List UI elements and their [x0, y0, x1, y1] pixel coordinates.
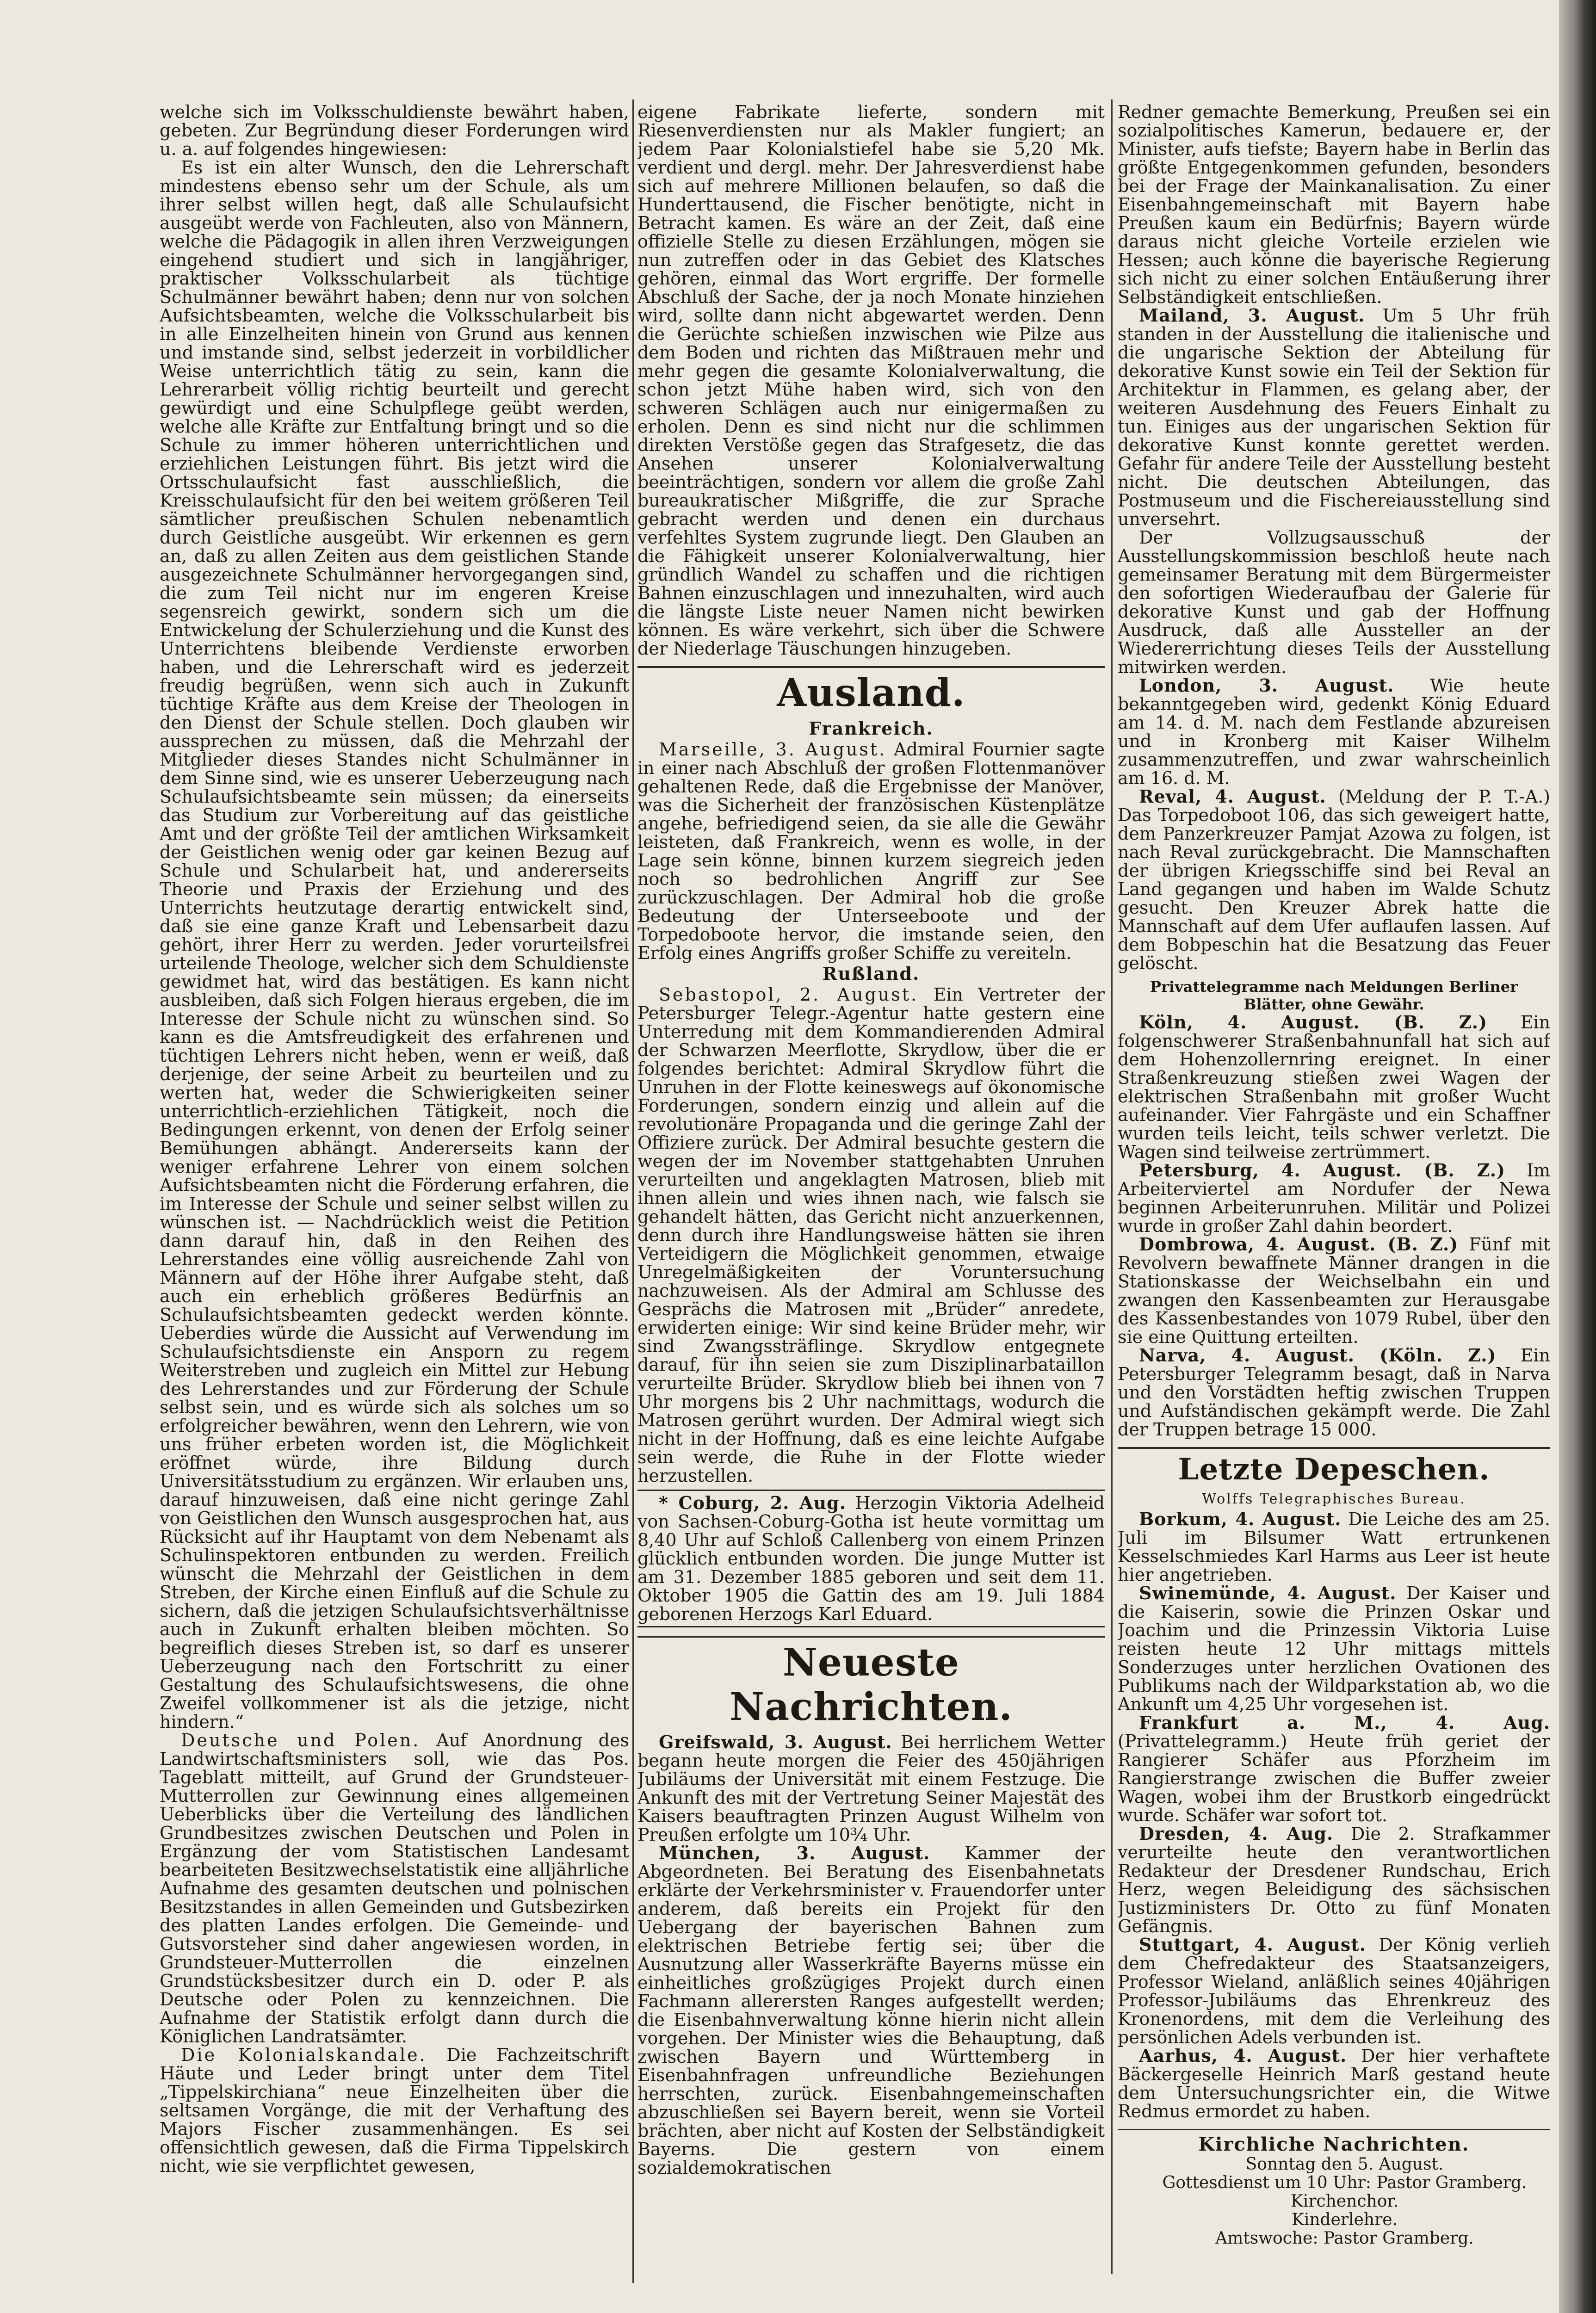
dateline: Sebastopol, 2. August. — [659, 984, 919, 1005]
news-item — [637, 1494, 1105, 1623]
news-item — [637, 740, 1105, 962]
book-binding-edge — [1559, 0, 1596, 2313]
section-title-neueste: Neueste Nachrichten. — [637, 1636, 1105, 1729]
dateline: München, 3. August. — [659, 1843, 930, 1863]
news-text: Um 5 Uhr früh standen in der Ausstellung die italienische und die ungarische Sektion der Abteilung für dekorative Kunst sowie ein Teil der Sektion für Architektur in Flammen, es gelang aber, der weiteren Ausdehnung des Feuers Einhalt zu tun. Einiges aus der ungarischen Sektion für dekorative Kunst konnte gerettet werden. Gefahr für andere Teile der Ausstellung besteht nicht. Die deutschen Abteilungen, das Postmuseum und die Fischereiausstellung sind unversehrt. — [1118, 305, 1550, 529]
column-rule-1 — [632, 99, 634, 2283]
dateline: Greifswald, 3. August. — [659, 1732, 892, 1752]
column-right — [1118, 103, 1550, 2274]
column-rule-2 — [1111, 99, 1113, 2274]
dateline: Frankfurt a. M., 4. Aug. — [1139, 1712, 1550, 1733]
article-paragraph: welche sich im Volksschuldienste bewährt haben, gebeten. Zur Begründung dieser Forderungen wird u. a. auf folgendes hingewiesen: — [160, 103, 629, 159]
article-heading: Deutsche und Polen. — [181, 1730, 421, 1750]
subsection-russland: Rußland. — [822, 963, 920, 984]
news-item — [1118, 1824, 1550, 1936]
news-item — [637, 1733, 1105, 1844]
news-text: Ein Petersburger Telegramm besagt, daß in Narva und den Vorstädten heftig zwischen Truppen und Aufständischen gekämpft werde. Die Zahl der Truppen betrage 15 000. — [1118, 1345, 1550, 1440]
dateline: Köln, 4. August. (B. Z.) — [1139, 1012, 1487, 1033]
news-text: Admiral Fournier sagte in einer nach Abschluß der großen Flottenmanöver gehaltenen Rede, daß die Ergebnisse der Manöver, was die Sicherheit der französischen Küstenplätze angehe, befriedigend seien, da sie alle die Gewähr leisteten, daß Frankreich, wenn es wolle, in der Lage sein könne, binnen kurzem siegreich jeden noch so bedrohlichen Angriff zur See zurückzuschlagen. Der Admiral hob die große Bedeutung der Unterseeboote und der Torpedoboote hervor, die imstande seien, den Erfolg eines Angriffs großer Schiffe zu vereiteln. — [637, 739, 1105, 963]
news-item — [1118, 787, 1550, 972]
news-text: Der König verlieh dem Chefredakteur des Staatsanzeigers, Professor Wieland, anläßlich seines 40jährigen Professor-Jubiläums das Ehrenkreuz des Kronenordens, mit dem die Verleihung des persönlichen Adels verbunden ist. — [1118, 1935, 1550, 2047]
news-text: Wie heute bekanntgegeben wird, gedenkt König Eduard am 14. d. M. nach dem Festlande abzureisen und in Kronberg mit Kaiser Wilhelm zusammenzutreffen, und zwar wahrscheinlich am 16. d. M. — [1118, 675, 1550, 788]
news-item — [1118, 1161, 1550, 1235]
dateline: London, 3. August. — [1139, 675, 1394, 696]
section-title-letzte: Letzte Depeschen. — [1118, 1447, 1550, 1488]
news-item — [637, 985, 1105, 1485]
section-title-ausland: Ausland. — [637, 666, 1105, 715]
church-line: Amtswoche: Pastor Gramberg. — [1215, 2229, 1474, 2248]
article-paragraph: Redner gemachte Bemerkung, Preußen sei ein sozialpolitisches Kamerun, bedauere er, der Minister, aufs tiefste; Bayern habe in Berlin das größte Entgegenkommen gefunden, besonders bei der Frage der Mainkanalisation. Zu einer Eisenbahngemeinschaft mit Bayern habe Preußen kaum ein Bedürfnis; Bayern würde daraus nicht gleiche Vorteile erzielen wie Hessen; auch könne die bayerische Regierung sich nicht zu einer solchen Entäußerung ihrer Selbständigkeit entschließen. — [1118, 103, 1550, 307]
dateline: Reval, 4. August. — [1139, 786, 1326, 807]
dateline: Petersburg, 4. August. (B. Z.) — [1139, 1160, 1505, 1181]
news-text: (Privattelegramm.) Heute früh geriet der Rangierer Schäfer aus Pforzheim im Rangierstrange zwischen die Buffer zweier Wagen, wobei ihm der Brustkorb eingedrückt wurde. Schäfer war sofort tot. — [1118, 1731, 1550, 1825]
news-text: Ein Vertreter der Petersburger Telegr.-Agentur hatte gestern eine Unterredung mit dem Kommandierenden Admiral der Schwarzen Meerflotte, Skrydlow, über die er folgendes berichtet: Admiral Skrydlow führt die Unruhen in der Flotte keineswegs auf ökonomische Forderungen, sondern einzig und allein auf die revolutionäre Propaganda und die geringe Zahl der Offiziere zurück. Der Admiral besuchte gestern die wegen der im November stattgehabten Unruhen verurteilten und angeklagten Matrosen, blieb mit ihnen allein und wies ihnen nach, wie falsch sie gehandelt hätten, das Gericht nicht anzuerkennen, denn durch ihre Handlungsweise hätten sie ihren Verteidigern die Möglichkeit genommen, etwaige Unregelmäßigkeiten der Voruntersuchung nachzuweisen. Als der Admiral am Schlusse des Gesprächs die Matrosen mit „Brüder“ anredete, erwiderten einige: Wir sind keine Brüder mehr, wir sind Zwangssträflinge. Skrydlow entgegnete darauf, für ihn seien sie zum Disziplinarbataillon verurteilte Brüder. Skrydlow blieb bei ihnen von 7 Uhr morgens bis 2 Uhr nachmittags, wodurch die Matrosen gerührt wurden. Der Admiral wiegt sich nicht in der Hoffnung, daß es eine leichte Aufgabe sein werde, die Ruhe in der Flotte wieder herzustellen. — [637, 984, 1105, 1486]
news-item — [1118, 2047, 1550, 2121]
news-item — [1118, 1346, 1550, 1439]
dateline: Aarhus, 4. August. — [1139, 2045, 1347, 2066]
news-item — [1118, 1713, 1550, 1824]
news-text: Der Kaiser und die Kaiserin, sowie die Prinzen Oskar und Joachim und die Prinzessin Viktoria Luise reisten heute 12 Uhr mittags mittels Sonderzuges unter herzlichen Ovationen des Publikums nach der Wildparkstation ab, wo die Ankunft um 4,25 Uhr vorgesehen ist. — [1118, 1583, 1550, 1714]
news-item — [1118, 1235, 1550, 1346]
article-paragraph — [160, 1731, 629, 2046]
church-line: Kirchenchor. — [1290, 2192, 1399, 2211]
news-text: Im Arbeiterviertel am Nordufer der Newa beginnen Arbeiterunruhen. Militär und Polizei wurde in großer Zahl dahin beordert. — [1118, 1160, 1550, 1236]
column-left — [160, 103, 629, 2274]
church-news-title: Kirchliche Nachrichten. — [1118, 2129, 1550, 2155]
news-item — [1118, 1936, 1550, 2047]
news-text: Herzogin Viktoria Adelheid von Sachsen-Coburg-Gotha ist heute vormittag um 8,40 Uhr auf Schloß Callenberg von einem Prinzen glücklich entbunden worden. Die junge Mutter ist am 31. Dezember 1885 geboren und seit dem 11. Oktober 1905 die Gattin des am 19. Juli 1884 geborenen Herzogs Karl Eduard. — [637, 1493, 1105, 1624]
news-text: Fünf mit Revolvern bewaffnete Männer drangen in die Stationskasse der Weichselbahn ein und zwangen den Kassenbeamten zur Herausgabe des Kassenbestandes von 1079 Rubel, über den sie eine Quittung erteilten. — [1118, 1234, 1550, 1347]
news-text: Der hier verhaftete Bäckergeselle Heinrich Marß gestand heute dem Untersuchungsrichter ein, die Witwe Redmus ermordet zu haben. — [1118, 2046, 1550, 2121]
dateline: Marseille, 3. August. — [659, 739, 887, 760]
private-telegram-note: Privattelegramme nach Meldungen Berliner Blätter, ohne Gewähr. — [1150, 978, 1518, 1013]
news-item — [1118, 306, 1550, 528]
article-heading: Die Kolonialskandale. — [181, 2045, 427, 2065]
dateline: Dresden, 4. Aug. — [1139, 1823, 1334, 1844]
news-text: Die 2. Strafkammer verurteilte heute den verantwortlichen Redakteur der Dresdener Rundschau, Erich Herz, wegen Beleidigung des sächsischen Justizministers Dr. Otto zu fünf Monaten Gefängnis. — [1118, 1824, 1550, 1936]
dateline: Dombrowa, 4. August. (B. Z.) — [1139, 1234, 1459, 1255]
column-middle — [637, 103, 1105, 2274]
news-text: Bei herrlichem Wetter begann heute morgen die Feier des 450jährigen Jubiläums der Universität mit einem Festzuge. Die Ankunft des mit der Vertretung Seiner Majestät des Kaisers beauftragten Prinzen August Wilhelm von Preußen erfolgte um 10¾ Uhr. — [637, 1732, 1105, 1845]
church-line: Kinderlehre. — [1291, 2210, 1398, 2229]
dateline: * Coburg, 2. Aug. — [659, 1492, 846, 1513]
dateline: Stuttgart, 4. August. — [1139, 1934, 1367, 1955]
subsection-frankreich: Frankreich. — [809, 718, 934, 739]
boxed-notice — [637, 1490, 1105, 1627]
news-item: Der Vollzugsausschuß der Ausstellungskommission beschloß heute nach gemeinsamer Beratung mit dem Bürgermeister den sofortigen Wiederaufbau der Galerie für dekorative Kunst und gab der Hoffnung Ausdruck, daß alle Aussteller an der Wiedererrichtung dieses Teils der Ausstellung mitwirken werden. — [1118, 527, 1550, 677]
news-item — [1118, 676, 1550, 787]
article-text: Auf Anordnung des Landwirtschaftsministers soll, wie das Pos. Tageblatt mitteilt, auf Grund der Grundsteuer-Mutterrollen zur Gewinnung eines allgemeinen Ueberblicks über die Verteilung des ländlichen Grundbesitzes zwischen Deutschen und Polen in Ergänzung der vom Statistischen Landesamt bearbeiteten Besitzwechselstatistik eine alljährliche Aufnahme des gesamten deutschen und polnischen Besitzstandes in allen Gemeinden und Gutsbezirken des platten Landes erfolgen. Die Gemeinde- und Gutsvorsteher sind daher angewiesen worden, in Grundsteuer-Mutterrollen die einzelnen Grundstücksbesitzer durch ein D. oder P. als Deutsche oder Polen zu kennzeichnen. Die Aufnahme der Statistik erfolgt dann durch die Königlichen Landratsämter. — [160, 1730, 629, 2047]
news-text: Die Leiche des am 25. Juli im Bilsumer Watt ertrunkenen Kesselschmiedes Karl Harms aus Leer ist heute hier angetrieben. — [1118, 1509, 1550, 1585]
church-line: Sonntag den 5. August. — [1245, 2155, 1444, 2174]
wolff-bureau-note: Wolffs Telegraphisches Bureau. — [1202, 1491, 1466, 1507]
article-paragraph — [160, 2046, 629, 2175]
news-item — [1118, 1584, 1550, 1713]
dateline: Mailand, 3. August. — [1139, 305, 1365, 326]
news-text: Kammer der Abgeordneten. Bei Beratung des Eisenbahnetats erklärte der Verkehrsminister v. Frauendorfer unter anderem, daß bereits ein Projekt für den Uebergang der bayerischen Bahnen zum elektrischen Betriebe fertig sei; über die Ausnutzung aller Wasserkräfte Bayerns müsse ein einheitliches großzügiges Projekt durch einen Fachmann allerersten Ranges aufgestellt werden; die Eisenbahnverwaltung könne hierin nicht allein vorgehen. Der Minister wies die Behauptung, daß zwischen Bayern und Württemberg in Eisenbahnfragen unfreundliche Beziehungen herrschten, zurück. Eisenbahngemeinschaften abzuschließen sei Bayern bereit, wenn sie Vorteil brächten, aber nicht auf Kosten der Selbständigkeit Bayerns. Die gestern von einem sozialdemokratischen — [637, 1843, 1105, 2178]
dateline: Borkum, 4. August. — [1139, 1509, 1342, 1529]
dateline: Swinemünde, 4. August. — [1139, 1583, 1397, 1603]
dateline: Narva, 4. August. (Köln. Z.) — [1139, 1345, 1497, 1366]
article-paragraph: eigene Fabrikate lieferte, sondern mit Riesenverdiensten nur als Makler fungiert; an jedem Paar Kolonialstiefel habe sie 5,20 Mk. verdient und dergl. mehr. Der Jahresverdienst habe sich auf mehrere Millionen belaufen, so daß die Hunderttausend, die Fischer benötigte, nicht in Betracht kamen. Es wäre an der Zeit, daß eine offizielle Stelle zu diesen Erzählungen, mögen sie nun zutreffen oder in das Gebiet des Klatsches gehören, einmal das Wort ergriffe. Der formelle Abschluß der Sache, der ja noch Monate hinziehen wird, sollte dann nicht abgewartet werden. Denn die Gerüchte schießen inzwischen wie Pilze aus dem Boden und richten das Mißtrauen mehr und mehr gegen die gesamte Kolonialverwaltung, die schon jetzt Mühe haben wird, sich von den schweren Schlägen auch nur einigermaßen zu erholen. Denn es sind nicht nur die schlimmen direkten Verstöße gegen das Strafgesetz, die das Ansehen unserer Kolonialverwaltung beeinträchtigen, sondern vor allem die große Zahl bureaukratischer Mißgriffe, die zur Sprache gebracht werden und denen ein durchaus verfehltes System zugrunde liegt. Den Glauben an die Fähigkeit unserer Kolonialverwaltung, hier gründlich Wandel zu schaffen und die richtigen Bahnen einzuschlagen und innezuhalten, wird auch die längste Liste neuer Namen nicht bewirken können. Es wäre verkehrt, sich über die Schwere der Niederlage Täuschungen hinzugeben. — [637, 103, 1105, 659]
news-text: Ein folgenschwerer Straßenbahnunfall hat sich auf dem Hohenzollernring ereignet. In einer Straßenkreuzung stießen zwei Wagen der elektrischen Straßenbahn mit großer Wucht aufeinander. Vier Fahrgäste und ein Schaffner wurden teils leicht, teils schwer verletzt. Die Wagen sind teilweise zertrümmert. — [1118, 1012, 1550, 1162]
news-text: (Meldung der P. T.-A.) Das Torpedoboot 106, das sich geweigert hatte, dem Panzerkreuzer Pamjat Azowa zu folgen, ist nach Reval zurückgebracht. Die Mannschaften der übrigen Kriegsschiffe sind bei Reval an Land gegangen und haben im Walde Schutz gesucht. Den Kreuzer Abrek hatte die Mannschaft auf dem Ufer auflaufen lassen. Auf dem Bobpeschin hat die Besatzung das Feuer gelöscht. — [1118, 786, 1550, 973]
news-item — [1118, 1510, 1550, 1584]
article-paragraph: Es ist ein alter Wunsch, den die Lehrerschaft mindestens ebenso sehr um der Schule, als um ihrer selbst willen hegt, daß alle Schulaufsicht ausgeübt werde von Fachleuten, also von Männern, welche die Pädagogik in allen ihren Verzweigungen eingehend studiert und sich in langjähriger, praktischer Volksschularbeit als tüchtige Schulmänner bewährt haben; denn nur von solchen Aufsichtsbeamten, welche die Volksschularbeit bis in alle Einzelheiten hinein von Grund aus kennen und imstande sind, selbst jederzeit in vorbildlicher Weise unterrichtlich tätig zu sein, kann die Lehrerarbeit völlig richtig beurteilt und gerecht gewürdigt und eine Schulpflege geübt werden, welche alle Kräfte zur Entfaltung bringt und so die Schule zu immer höheren unterrichtlichen und erziehlichen Leistungen führt. Bis jetzt wird die Ortsschulaufsicht fast ausschließlich, die Kreisschulaufsicht für den bei weitem größeren Teil sämtlicher preußischen Schulen nebenamtlich durch Geistliche ausgeübt. Wir erkennen es gern an, daß zu allen Zeiten aus dem geistlichen Stande ausgezeichnete Schulmänner hervorgegangen sind, die zum Teil nicht nur im engeren Kreise segensreich gewirkt, sondern sich um die Entwickelung der Schulerziehung und die Kunst des Unterrichtens bleibende Verdienste erworben haben, und die Lehrerschaft wird es jederzeit freudig begrüßen, wenn sich auch in Zukunft tüchtige Kräfte aus dem Kreise der Theologen in den Dienst der Schule stellen. Doch glauben wir aussprechen zu müssen, daß die Mehrzahl der Mitglieder dieses Standes nicht Schulmänner in dem Sinne sind, wie es unserer Ueberzeugung nach Schulaufsichtsbeamte sein müssen; da einerseits das Studium zur Vorbereitung auf das geistliche Amt und der größte Teil der amtlichen Wirksamkeit der Geistlichen wenig oder gar keinen Bezug auf Schule und Schularbeit hat, und andererseits Theorie und Praxis der Erziehung und des Unterrichts heutzutage derartig entwickelt sind, daß sie eine ganze Kraft und Lebensarbeit dazu gehört, ihrer Herr zu werden. Jeder vorurteilsfrei urteilende Theologe, welcher sich dem Schuldienste gewidmet hat, wird das bestätigen. Es kann nicht ausbleiben, daß sich Folgen hieraus ergeben, die im Interesse der Schule nicht zu wünschen sind. So kann es die Amtsfreudigkeit des erfahrenen und tüchtigen Lehrers nicht heben, wenn er weiß, daß derjenige, der seine Arbeit zu beurteilen und zu werten hat, weder die Schwierigkeiten seiner unterrichtlich-erziehlichen Tätigkeit, noch die Bedingungen erkennt, von denen der Erfolg seiner Bemühungen abhängt. Andererseits kann der weniger erfahrene Lehrer von einem solchen Aufsichtsbeamten nicht die Förderung erfahren, die im Interesse der Schule und seiner selbst willen zu wünschen ist. — Nachdrücklich weist die Petition dann darauf hin, daß in den Reihen des Lehrerstandes eine völlig ausreichende Zahl von Männern auf der Höhe ihrer Aufgabe steht, daß auch ein erheblich größeres Bedürfnis an Schulaufsichtsbeamten gedeckt werden könnte. Ueberdies würde die Aussicht auf Verwendung im Schulaufsichtsdienste ein Ansporn zu regem Weiterstreben und zugleich ein Mittel zur Hebung des Lehrerstandes und zur Förderung der Schule selbst sein, und es würde sich als solches um so erfolgreicher bewähren, wenn den Lehrern, wie von uns früher erbeten worden ist, die Möglichkeit eröffnet würde, ihre Bildung durch Universitätsstudium zu ergänzen. Wir erlauben uns, darauf hinzuweisen, daß eine nicht geringe Zahl von Geistlichen den Wunsch ausgesprochen hat, aus Rücksicht auf ihr Hauptamt von dem Nebenamt als Schulinspektoren entbunden zu werden. Freilich wünscht die Mehrzahl der Geistlichen in dem Streben, der Kirche einen Einfluß auf die Schule zu sichern, daß die jetzigen Schulaufsichtsverhältnisse auch in Zukunft erhalten bleiben möchten. So begreiflich dieses Streben ist, so darf es unserer Ueberzeugung nach den Fortschritt zu einer Gestaltung des Schulaufsichtswesens, die ohne Zweifel vollkommener ist als die jetzige, nicht hindern.“ — [160, 157, 629, 1732]
article-text: Die Fachzeitschrift Häute und Leder bringt unter dem Titel „Tippelskirchiana“ neue Einzelheiten über die seltsamen Vorgänge, die mit der Verhaftung des Majors Fischer zusammenhängen. Es sei offensichtlich gewesen, daß die Firma Tippelskirch nicht, wie sie verpflichtet gewesen, — [160, 2045, 629, 2176]
news-item — [1118, 1013, 1550, 1161]
church-line: Gottesdienst um 10 Uhr: Pastor Gramberg. — [1162, 2173, 1527, 2192]
news-item — [637, 1844, 1105, 2177]
